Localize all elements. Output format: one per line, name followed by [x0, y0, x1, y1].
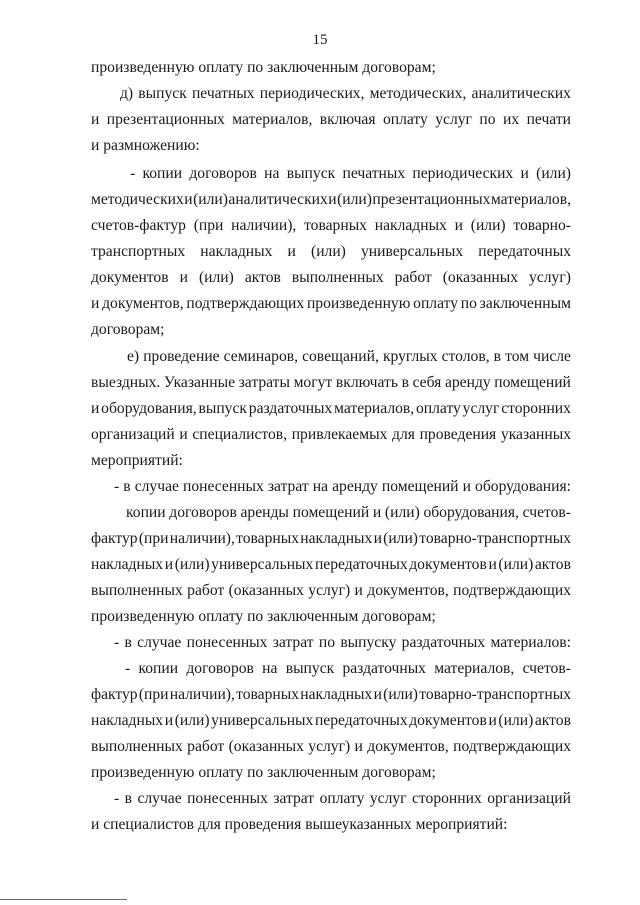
text-line: накладных и (или) универсальных передаточных документов и (или) актов — [91, 556, 571, 573]
text-line: договорам; — [91, 321, 165, 338]
text-line: выездных. Указанные затраты могут включать в себя аренду помещений — [91, 374, 571, 391]
text-line: произведенную оплату по заключенным договорам; — [91, 59, 436, 76]
footer-rule — [0, 899, 127, 900]
text-line: и оборудования, выпуск раздаточных материалов, оплату услуг сторонних — [91, 400, 571, 417]
text-line: накладных и (или) универсальных передаточных документов и (или) актов — [91, 712, 571, 729]
text-line: фактур (при наличии), товарных накладных и (или) товарно-транспортных — [91, 530, 571, 547]
text-line: транспортных накладных и (или) универсальных передаточных — [91, 243, 571, 260]
text-line: и размножению: — [91, 137, 200, 154]
text-line: выполненных работ (оказанных услуг) и документов, подтверждающих — [91, 738, 571, 755]
text-line: копии договоров аренды помещений и (или) оборудования, счетов- — [126, 504, 571, 521]
text-line: методических и (или) аналитических и (или) презентационных материалов, — [91, 191, 571, 208]
text-line: счетов-фактур (при наличии), товарных накладных и (или) товарно- — [91, 217, 571, 234]
text-line: - в случае понесенных затрат по выпуску раздаточных материалов: — [114, 634, 571, 651]
text-line: - копии договоров на выпуск печатных периодических и (или) — [130, 165, 571, 182]
text-line: - в случае понесенных затрат оплату услуг сторонних организаций — [114, 790, 571, 807]
text-line: - копии договоров на выпуск раздаточных материалов, счетов- — [125, 660, 571, 677]
text-line: и специалистов для проведения вышеуказанных мероприятий: — [91, 816, 508, 833]
text-line: выполненных работ (оказанных услуг) и документов, подтверждающих — [91, 582, 571, 599]
text-line: произведенную оплату по заключенным договорам; — [91, 764, 436, 781]
text-line: документов и (или) актов выполненных работ (оказанных услуг) — [91, 269, 571, 286]
text-line: е) проведение семинаров, совещаний, круглых столов, в том числе — [127, 348, 571, 365]
text-line: мероприятий: — [91, 452, 183, 469]
text-line: д) выпуск печатных периодических, методических, аналитических — [120, 85, 571, 102]
text-line: - в случае понесенных затрат на аренду помещений и оборудования: — [114, 478, 571, 495]
text-line: и документов, подтверждающих произведенную оплату по заключенным — [91, 295, 571, 312]
text-line: фактур (при наличии), товарных накладных и (или) товарно-транспортных — [91, 686, 571, 703]
text-line: организаций и специалистов, привлекаемых для проведения указанных — [91, 426, 571, 443]
page-number: 15 — [312, 32, 328, 48]
text-line: произведенную оплату по заключенным договорам; — [91, 608, 436, 625]
text-line: и презентационных материалов, включая оплату услуг по их печати — [91, 111, 571, 128]
